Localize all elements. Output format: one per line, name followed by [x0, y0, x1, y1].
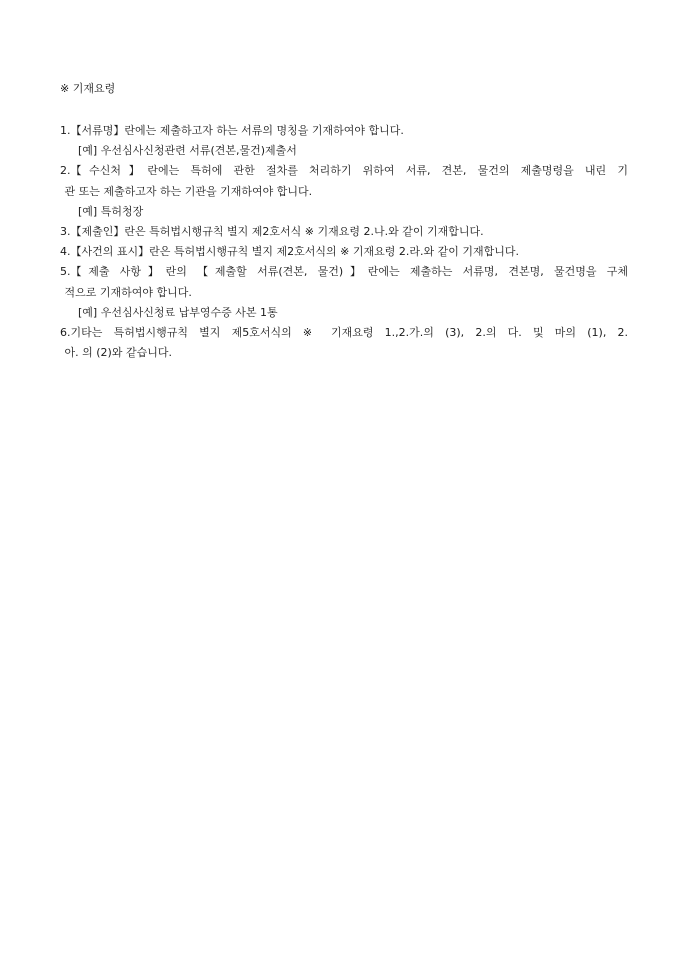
item-number: 3.: [60, 225, 71, 239]
item-body: [71, 222, 629, 242]
list-item: [60, 262, 628, 282]
item-example: [예] 우선심사신청관련 서류(견본,물건)제출서: [78, 144, 297, 158]
instructions-list: [60, 121, 628, 363]
item-text-continuation: 적으로 기재하여야 합니다.: [64, 285, 192, 299]
item-text-line: 【제출인】란은 특허법시행규칙 별지 제2호서식 ※ 기재요령 2.나.와 같이 기재합니다.: [70, 225, 484, 239]
item-number: 1.: [60, 124, 71, 137]
item-body: [71, 242, 629, 262]
item-body: [71, 262, 629, 282]
list-item: [60, 161, 628, 181]
item-text-continuation: 관 또는 제출하고자 하는 기관을 기재하여야 합니다.: [64, 184, 313, 198]
list-item: [60, 242, 628, 262]
item-text-line: 【제출 사항】란의 【제출할 서류(견본, 물건)】란에는 제출하는 서류명, 견본명, 물건명을 구체: [70, 265, 628, 279]
item-number: 4.: [60, 245, 71, 259]
item-text-line: 【사건의 표시】란은 특허법시행규칙 별지 제2호서식의 ※ 기재요령 2.라.와 같이 기재합니다.: [70, 245, 519, 259]
item-example: [예] 특허청장: [78, 204, 144, 218]
item-number: 2.: [60, 164, 71, 178]
list-item: [60, 222, 628, 242]
item-text-line: 기타는 특허법시행규칙 별지 제5호서식의 ※ 기재요령 1.,2.가.의 (3), 2.의 다. 및 마의 (1), 2.: [70, 326, 628, 340]
item-body: [71, 161, 629, 181]
item-text-continuation: 아. 의 (2)와 같습니다.: [64, 346, 172, 360]
item-text-line: 【서류명】란에는 제출하고자 하는 서류의 명칭을 기재하여야 합니다.: [70, 124, 404, 137]
item-example: [예] 우선심사신청료 납부영수증 사본 1통: [78, 305, 278, 319]
item-body: [71, 323, 629, 343]
item-body: [71, 121, 629, 141]
item-number: 5.: [60, 265, 71, 279]
item-number: 6.: [60, 326, 71, 340]
item-text-line: 【수신처】란에는 특허에 관한 절차를 처리하기 위하여 서류, 견본, 물건의 제출명령을 내린 기: [70, 164, 628, 178]
list-item: [60, 121, 628, 141]
instructions-heading: ※ 기재요령: [60, 82, 116, 95]
list-item: [60, 323, 628, 343]
